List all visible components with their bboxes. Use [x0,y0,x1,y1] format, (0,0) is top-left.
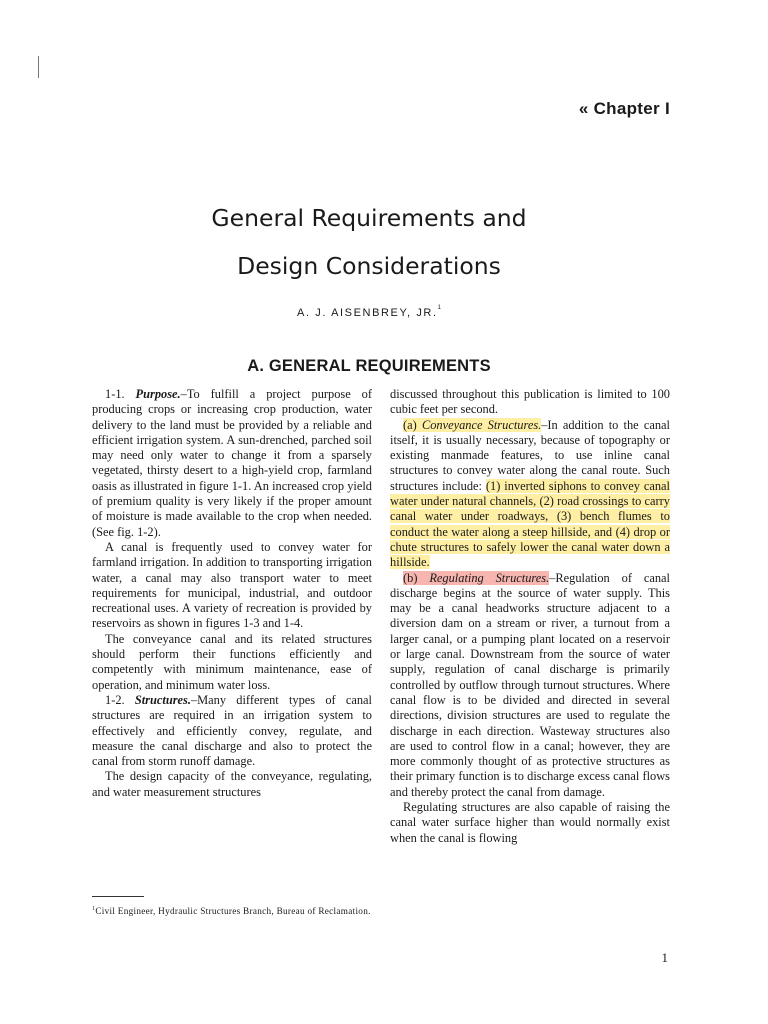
paragraph-continued: discussed throughout this publication is limited to 100 cubic feet per second. [390,387,670,417]
paragraph-number: 1-1. [105,387,136,401]
right-column [390,387,670,846]
author [0,305,738,319]
paragraph-text: –Regulation of canal discharge begins at the source of water supply. This may be a canal headworks structure adjacent to a diversion dam on a stream or river, a turnout from a larger canal, or a pumping plant located on a reservoir or large canal. Downstream from the source of water supply, regulation of canal discharge is primarily controlled by outflow through turnout structures. Where canal flow is to be divided and directed in several directions, division structures are used to regulate the discharge in each direction. Wasteway structures also are used to control flow in a canal; however, they are more commonly thought of as protective structures as their primary function is to discharge excess canal flows and thereby protect the canal from damage. [390,570,670,799]
author-name: A. J. AISENBREY, JR. [297,307,438,319]
paragraph-heading: Conveyance Structures. [421,417,542,432]
paragraph-text: –To fulfill a project purpose of producing crops or increasing crop production, water delivery to the land must be provided by a reliable and efficient irrigation system. A sun-drenched, parched soil may need only water to change it from a sparsely vegetated, thirsty desert to a high-yield crop, farmland oasis as illustrated in figure 1-1. An increased crop yield of premium quality is very likely if the proper amount of moisture is made available to the crop when needed. (See fig. 1-2). [92,387,372,539]
paragraph-structures [92,693,372,769]
paragraph-heading: Regulating Structures. [429,570,550,585]
paragraph-label: (a) [403,417,422,432]
footnote-rule [92,896,144,897]
paragraph-text: –Many different types of canal structures are required in an irrigation system to effectively and efficiently convey, regulate, and measure the canal discharge and also to protect the canal from storm runoff damage. [92,692,372,769]
paragraph-heading: Structures. [134,692,191,707]
paragraph-number: 1-2. [105,692,135,707]
author-footnote-ref: 1 [437,305,441,311]
paragraph-heading: Purpose. [135,387,181,401]
footnote [92,904,374,917]
paragraph-conveyance-canal: The conveyance canal and its related structures should perform their functions efficiently and competently with minimum maintenance, ease of operation, and minimum water loss. [92,631,372,692]
footnote-ref: 1 [92,906,96,912]
paragraph-text: –In addition to the canal itself, it is usually necessary, because of topography or existing manmade features, to use inline canal structures to convey water along the canal route. Such structures include: [390,417,670,493]
chapter-text: Chapter I [593,99,670,118]
highlighted-text: (1) inverted siphons to convey canal water under natural channels, (2) road crossings to carry canal water under roadways, (3) bench flumes to conduct the water along a steep hillside, and (4) drop or chute structures to safely lower the canal water down a hillside. [390,478,670,570]
chapter-label [579,99,670,119]
margin-mark [38,56,39,78]
footnote-text: Civil Engineer, Hydraulic Structures Branch, Bureau of Reclamation. [95,906,371,916]
paragraph-design-capacity: The design capacity of the conveyance, regulating, and water measurement structures [92,769,372,799]
paragraph-conveyance-structures [390,418,670,571]
chapter-title-line-1: General Requirements and [211,204,527,232]
paragraph-regulating-capability: Regulating structures are also capable of raising the canal water surface higher than would normally exist when the canal is flowing [390,800,670,845]
chapter-marker: « [578,99,589,118]
paragraph-purpose [92,387,372,540]
highlight-yellow [403,418,541,432]
chapter-title-line-2: Design Considerations [237,252,501,280]
paragraph-label: (b) [403,570,430,585]
paragraph-canal-use: A canal is frequently used to convey water for farmland irrigation. In addition to transporting irrigation water, a canal may also transport water to meet requirements for municipal, industrial, and outdoor recreational uses. A variety of recreation is provided by reservoirs as shown in figures 1-3 and 1-4. [92,539,372,631]
highlight-red [403,571,549,585]
paragraph-regulating-structures [390,571,670,800]
left-column [92,387,372,800]
page-number: 1 [661,950,668,965]
section-heading: A. GENERAL REQUIREMENTS [247,357,491,375]
